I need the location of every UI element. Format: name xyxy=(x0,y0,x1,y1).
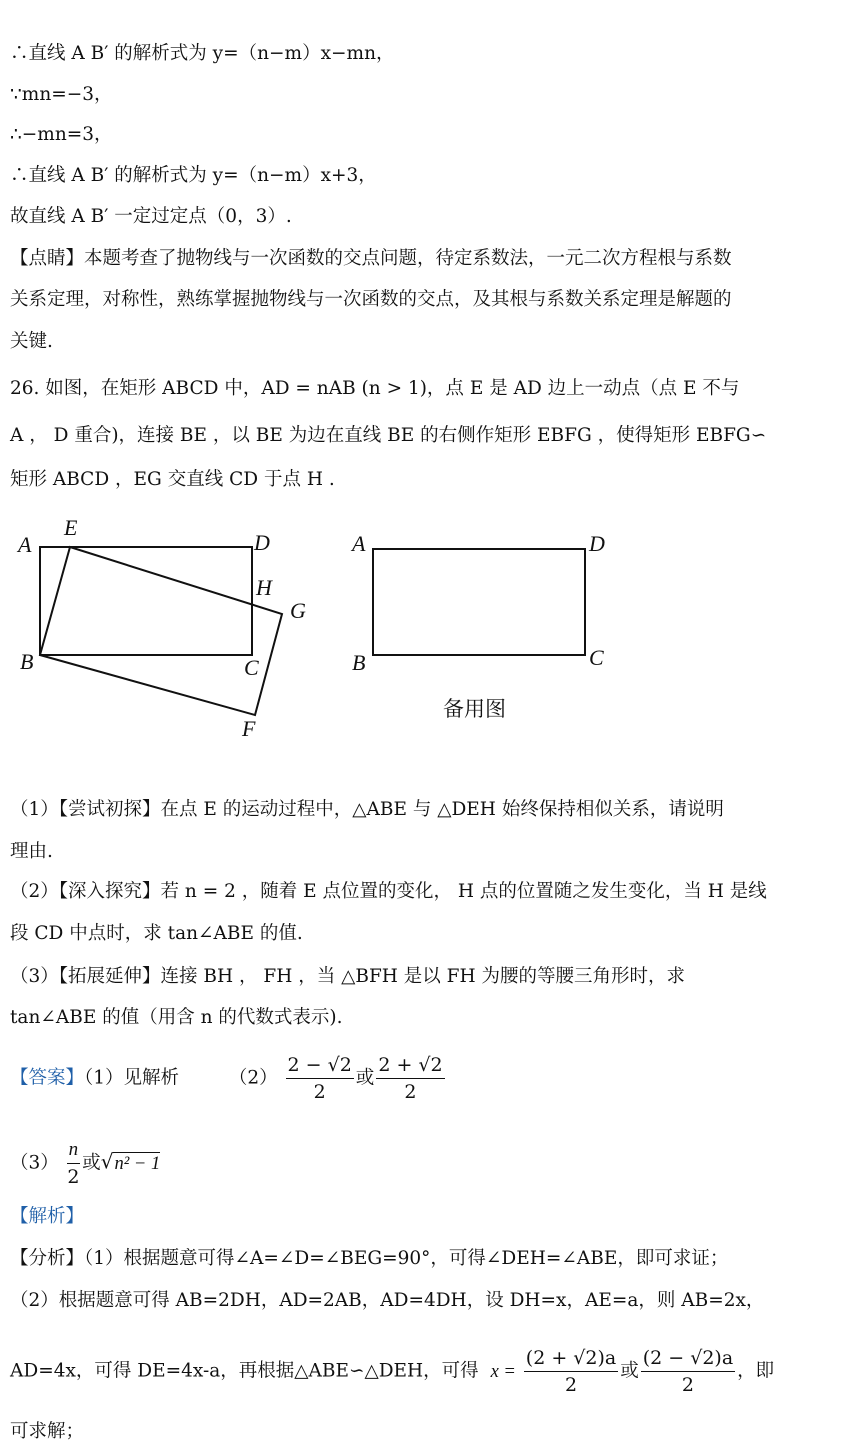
label-A: A xyxy=(352,531,366,556)
text-line: 故直线 A B′ 一定过定点（0，3）. xyxy=(10,206,292,227)
answer-1: （1）见解析 xyxy=(84,1067,180,1089)
text-line: 关键. xyxy=(10,331,53,352)
analysis-label: 【解析】 xyxy=(10,1206,85,1227)
label-A: A xyxy=(18,532,32,557)
question-1-cont: 理由. xyxy=(10,841,53,862)
fraction: $\frac{2 + √2}{2}$ xyxy=(378,1054,443,1103)
text-line: ∴直线 A B′ 的解析式为 y=（n−m）x+3， xyxy=(10,165,377,186)
sqrt: n² − 1 xyxy=(114,1153,161,1174)
text-line: ∵mn=−3， xyxy=(10,84,113,105)
analysis-4: 可求解； xyxy=(10,1421,85,1442)
text-line: 【点睛】本题考查了抛物线与一次函数的交点问题，待定系数法，一元二次方程根与系数 xyxy=(10,248,732,269)
answer-label: 【答案】 xyxy=(10,1067,85,1089)
label-C: C xyxy=(244,655,259,680)
question-3-cont: tan∠ABE 的值（用含 n 的代数式表示). xyxy=(10,1007,343,1028)
label-B: B xyxy=(20,649,34,674)
question-2-cont: 段 CD 中点时，求 tan∠ABE 的值. xyxy=(10,923,303,944)
fraction: $\frac{n}{2}$ xyxy=(67,1139,80,1188)
text-line: ∴−mn=3， xyxy=(10,124,113,145)
analysis-2: （2）根据题意可得 AB=2DH，AD=2AB，AD=4DH，设 DH=x，AE=a，则 AB=2x， xyxy=(10,1290,765,1311)
label-H: H xyxy=(256,575,272,600)
analysis-3: AD=4x，可得 DE=4x-a，再根据△ABE∽△DEH，可得 x = $\frac{(2 + √2)a}{2}$ 或 $\frac{(2 - √2)a}{2}$ ，即 xyxy=(10,1347,775,1396)
rectangle-figure xyxy=(10,510,330,750)
label-D: D xyxy=(589,531,605,556)
spare-figure xyxy=(340,520,640,730)
label-D: D xyxy=(254,530,270,555)
answer-3-prefix: （3） xyxy=(10,1152,59,1174)
fraction: $\frac{(2 - √2)a}{2}$ xyxy=(642,1347,734,1396)
label-G: G xyxy=(290,598,306,623)
fraction: $\frac{(2 + √2)a}{2}$ xyxy=(525,1347,617,1396)
answer-3-line: （3） $\frac{n}{2}$ 或√n² − 1 xyxy=(10,1139,161,1188)
text-line: 关系定理，对称性，熟练掌握抛物线与一次函数的交点，及其根与系数关系定理是解题的 xyxy=(10,289,732,310)
label-B: B xyxy=(352,650,366,675)
problem-statement: 26. 如图，在矩形 ABCD 中，AD = nAB (n > 1)，点 E 是 AD 边上一动点（点 E 不与 xyxy=(10,378,740,399)
answer-line: 【答案】（1）见解析 （2） $\frac{2 - √2}{2}$ 或 $\frac{2 + √2}{2}$ xyxy=(10,1054,443,1103)
problem-statement: 矩形 ABCD ，EG 交直线 CD 于点 H . xyxy=(10,469,335,490)
label-C: C xyxy=(589,645,604,670)
fraction: $\frac{2 - √2}{2}$ xyxy=(287,1054,352,1103)
text-line: ∴直线 A B′ 的解析式为 y=（n−m）x−mn， xyxy=(10,43,395,64)
question-3: （3）【拓展延伸】连接 BH ， FH ，当 △BFH 是以 FH 为腰的等腰三角形时，求 xyxy=(10,966,686,987)
problem-statement: A ， D 重合)，连接 BE ，以 BE 为边在直线 BE 的右侧作矩形 EBFG ，使得矩形 EBFG∽ xyxy=(10,425,767,446)
figure-caption: 备用图 xyxy=(443,697,506,721)
label-F: F xyxy=(242,716,256,741)
analysis-1: 【分析】（1）根据题意可得∠A=∠D=∠BEG=90°，可得∠DEH=∠ABE，即可求证； xyxy=(10,1248,729,1269)
question-1: （1）【尝试初探】在点 E 的运动过程中，△ABE 与 △DEH 始终保持相似关系，请说明 xyxy=(10,799,724,820)
answer-2-prefix: （2） xyxy=(228,1067,278,1089)
question-2: （2）【深入探究】若 n = 2 ，随着 E 点位置的变化， H 点的位置随之发生变化，当 H 是线 xyxy=(10,881,767,902)
label-E: E xyxy=(64,515,78,540)
